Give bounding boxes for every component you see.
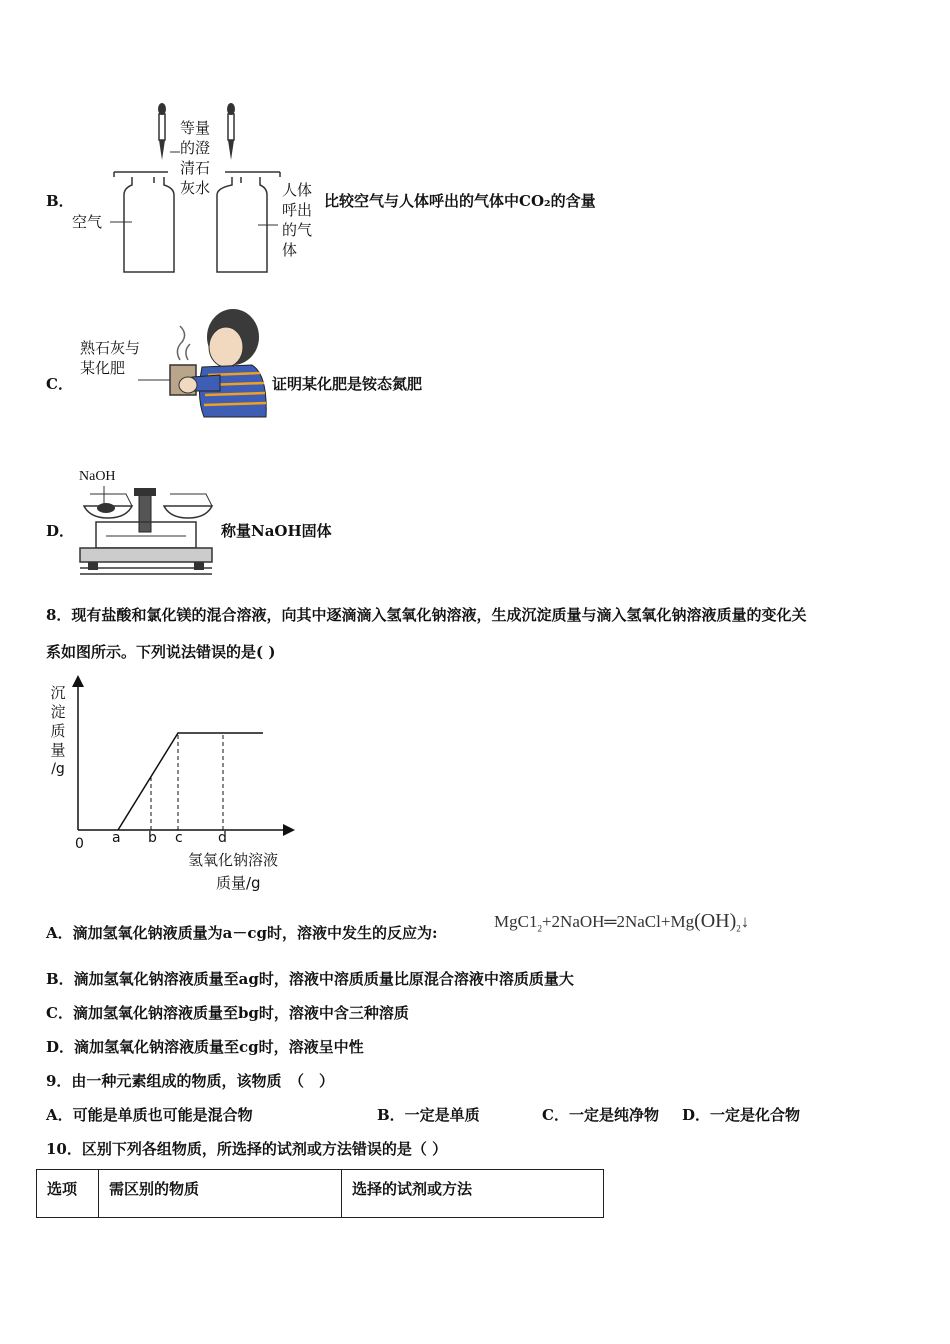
q9-option-a: A．可能是单质也可能是混合物 bbox=[46, 1106, 253, 1124]
q9-option-c: C．一定是纯净物 bbox=[542, 1106, 659, 1124]
left-dropper-icon bbox=[158, 103, 166, 160]
naoh-label: NaOH bbox=[79, 469, 116, 484]
smelling-test-illustration bbox=[130, 305, 270, 423]
q10-stem: 10．区别下列各组物质，所选择的试剂或方法错误的是（ ） bbox=[46, 1140, 448, 1158]
q9-stem: 9．由一种元素组成的物质，该物质 （ ） bbox=[46, 1072, 334, 1090]
tick-b: b bbox=[148, 830, 157, 846]
graph-y-axis-label: 沉 淀 质 量 /g bbox=[50, 684, 66, 777]
right-dropper-icon bbox=[227, 103, 235, 160]
graph-x-axis-label-line2: 质量/g bbox=[216, 874, 261, 892]
graph-origin: 0 bbox=[75, 836, 84, 852]
tick-c: c bbox=[175, 830, 183, 846]
q8-option-c: C．滴加氢氧化钠溶液质量至bg时，溶液中含三种溶质 bbox=[46, 1004, 409, 1022]
exhaled-gas-label: 人体 呼出 的气 体 bbox=[282, 181, 313, 259]
q9-option-b: B．一定是单质 bbox=[377, 1106, 480, 1124]
q8-option-a-formula: $MgC1_2+2NaOH═2NaCl+Mg(OH)_2↓$ bbox=[494, 910, 750, 934]
q8-option-d: D．滴加氢氧化钠溶液质量至cg时，溶液呈中性 bbox=[46, 1038, 364, 1056]
option-d-description: 称量NaOH固体 bbox=[221, 522, 332, 540]
right-bottle-icon bbox=[217, 172, 280, 272]
vapour-icon bbox=[177, 326, 184, 360]
tick-a: a bbox=[112, 830, 121, 846]
option-d-letter: D． bbox=[46, 522, 75, 540]
tick-d: d bbox=[218, 830, 227, 846]
option-c-letter: C． bbox=[46, 375, 73, 393]
q9-option-d: D．一定是化合物 bbox=[682, 1106, 801, 1124]
q10-options-table bbox=[36, 1169, 604, 1218]
q8-stem-line2: 系如图所示。下列说法错误的是( ) bbox=[46, 643, 276, 661]
option-b-description: 比较空气与人体呼出的气体中CO₂的含量 bbox=[324, 192, 596, 210]
right-pan-icon bbox=[164, 506, 212, 518]
option-b-letter: B． bbox=[46, 192, 74, 210]
table-header-row bbox=[37, 1170, 604, 1218]
graph-x-axis-label-line1: 氢氧化钠溶液 bbox=[188, 851, 279, 869]
q8-stem-line1: 8．现有盐酸和氯化镁的混合溶液，向其中逐滴滴入氢氧化钠溶液，生成沉淀质量与滴入氢氧化钠溶液质量的变化关 bbox=[46, 606, 807, 624]
precipitate-curve bbox=[118, 733, 263, 830]
header-substances: 需区别的物质 bbox=[99, 1170, 342, 1218]
slaked-lime-label: 熟石灰与 某化肥 bbox=[80, 339, 141, 377]
air-label: 空气 bbox=[72, 213, 103, 231]
option-c-description: 证明某化肥是铵态氮肥 bbox=[272, 375, 423, 393]
dropper-label: 等量 的澄 清石 灰水 bbox=[180, 119, 211, 197]
q8-option-b: B．滴加氢氧化钠溶液质量至ag时，溶液中溶质质量比原混合溶液中溶质质量大 bbox=[46, 970, 574, 988]
q8-option-a: A．滴加氢氧化钠液质量为a－cg时，溶液中发生的反应为: bbox=[46, 924, 438, 942]
header-option: 选项 bbox=[37, 1170, 99, 1218]
balance-pillar bbox=[139, 492, 151, 532]
header-method: 选择的试剂或方法 bbox=[342, 1170, 604, 1218]
precipitate-graph bbox=[60, 670, 300, 850]
balance-scale-illustration bbox=[76, 486, 216, 578]
